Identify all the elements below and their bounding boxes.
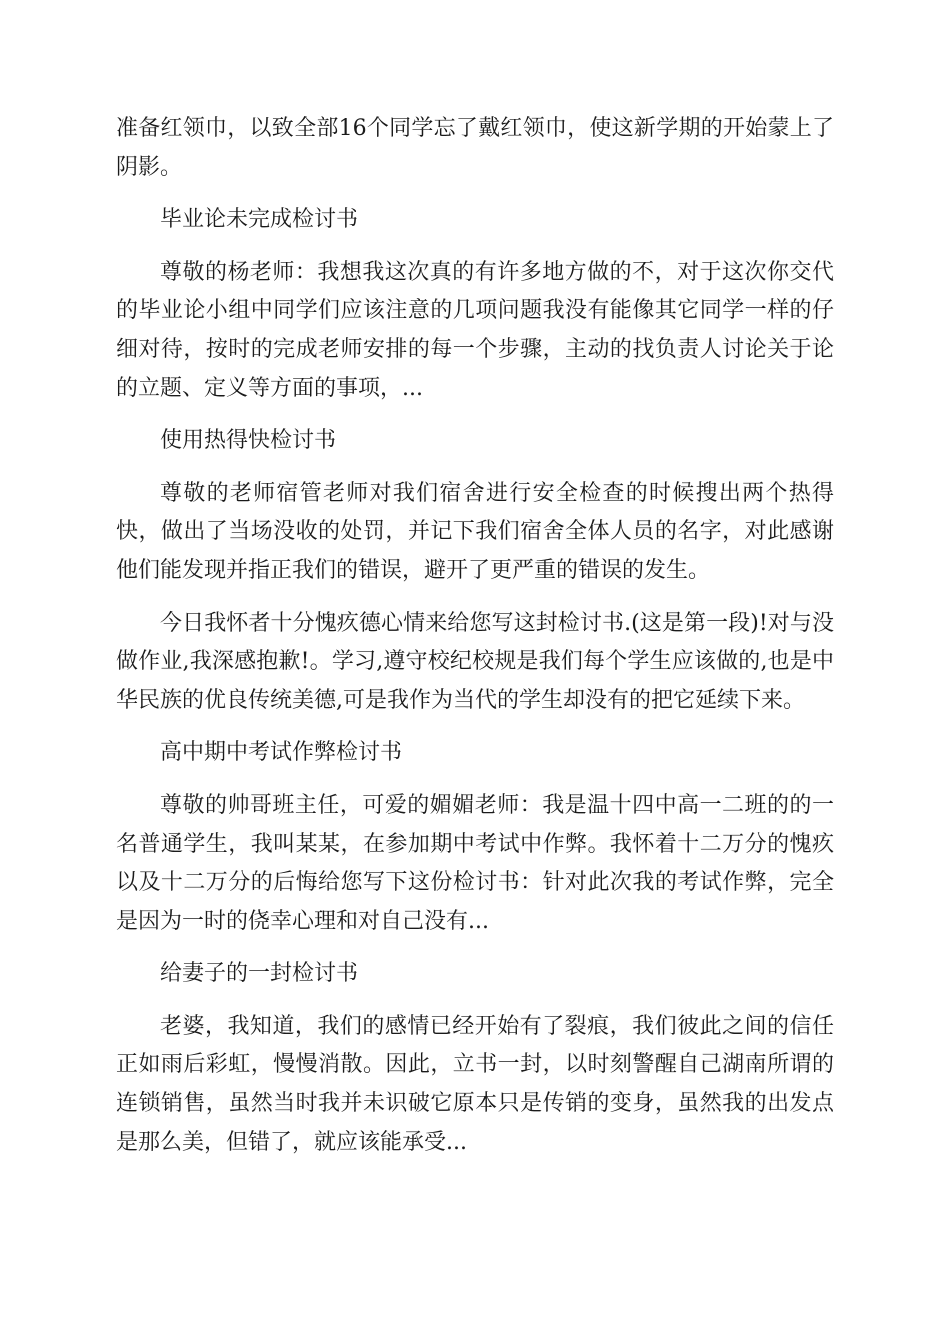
section-heading: 使用热得快检讨书	[160, 428, 337, 454]
section-heading: 给妻子的一封检讨书	[160, 961, 359, 987]
section-heading: 高中期中考试作弊检讨书	[160, 740, 403, 766]
section-heading: 毕业论未完成检讨书	[160, 207, 359, 233]
section-paragraph: 今日我怀者十分愧疚德心情来给您写这封检讨书.(这是第一段)!对与没做作业,我深感抱歉!。学习,遵守校纪校规是我们每个学生应该做的,也是中华民族的优良传统美德,可是我作为当代的学生却没有的把它延续下来。	[116, 610, 834, 713]
document-page	[116, 110, 834, 1176]
section-letter-to-wife	[116, 955, 834, 1162]
section-heater	[116, 422, 834, 720]
section-paragraph: 老婆，我知道，我们的感情已经开始有了裂痕，我们彼此之间的信任正如雨后彩虹，慢慢消散。因此，立书一封，以时刻警醒自己湖南所谓的连锁销售，虽然当时我并未识破它原本只是传销的变身，虽然我的出发点是那么美，但错了，就应该能承受...	[116, 1013, 834, 1155]
section-paragraph: 尊敬的老师宿管老师对我们宿舍进行安全检查的时候搜出两个热得快，做出了当场没收的处罚，并记下我们宿舍全体人员的名字，对此感谢他们能发现并指正我们的错误，避开了更严重的错误的发生。	[116, 480, 834, 583]
section-graduation-thesis	[116, 201, 834, 408]
section-paragraph: 尊敬的帅哥班主任，可爱的媚媚老师：我是温十四中高一二班的的一名普通学生，我叫某某，在参加期中考试中作弊。我怀着十二万分的愧疚以及十二万分的后悔给您写下这份检讨书：针对此次我的考试作弊，完全是因为一时的侥幸心理和对自己没有...	[116, 792, 834, 934]
continuation-paragraph: 准备红领巾，以致全部16个同学忘了戴红领巾，使这新学期的开始蒙上了阴影。	[116, 116, 834, 180]
section-paragraph: 尊敬的杨老师：我想我这次真的有许多地方做的不，对于这次你交代的毕业论小组中同学们应该注意的几项问题我没有能像其它同学一样的仔细对待，按时的完成老师安排的每一个步骤，主动的找负责人讨论关于论的立题、定义等方面的事项，...	[116, 259, 834, 401]
section-exam-cheating	[116, 734, 834, 941]
